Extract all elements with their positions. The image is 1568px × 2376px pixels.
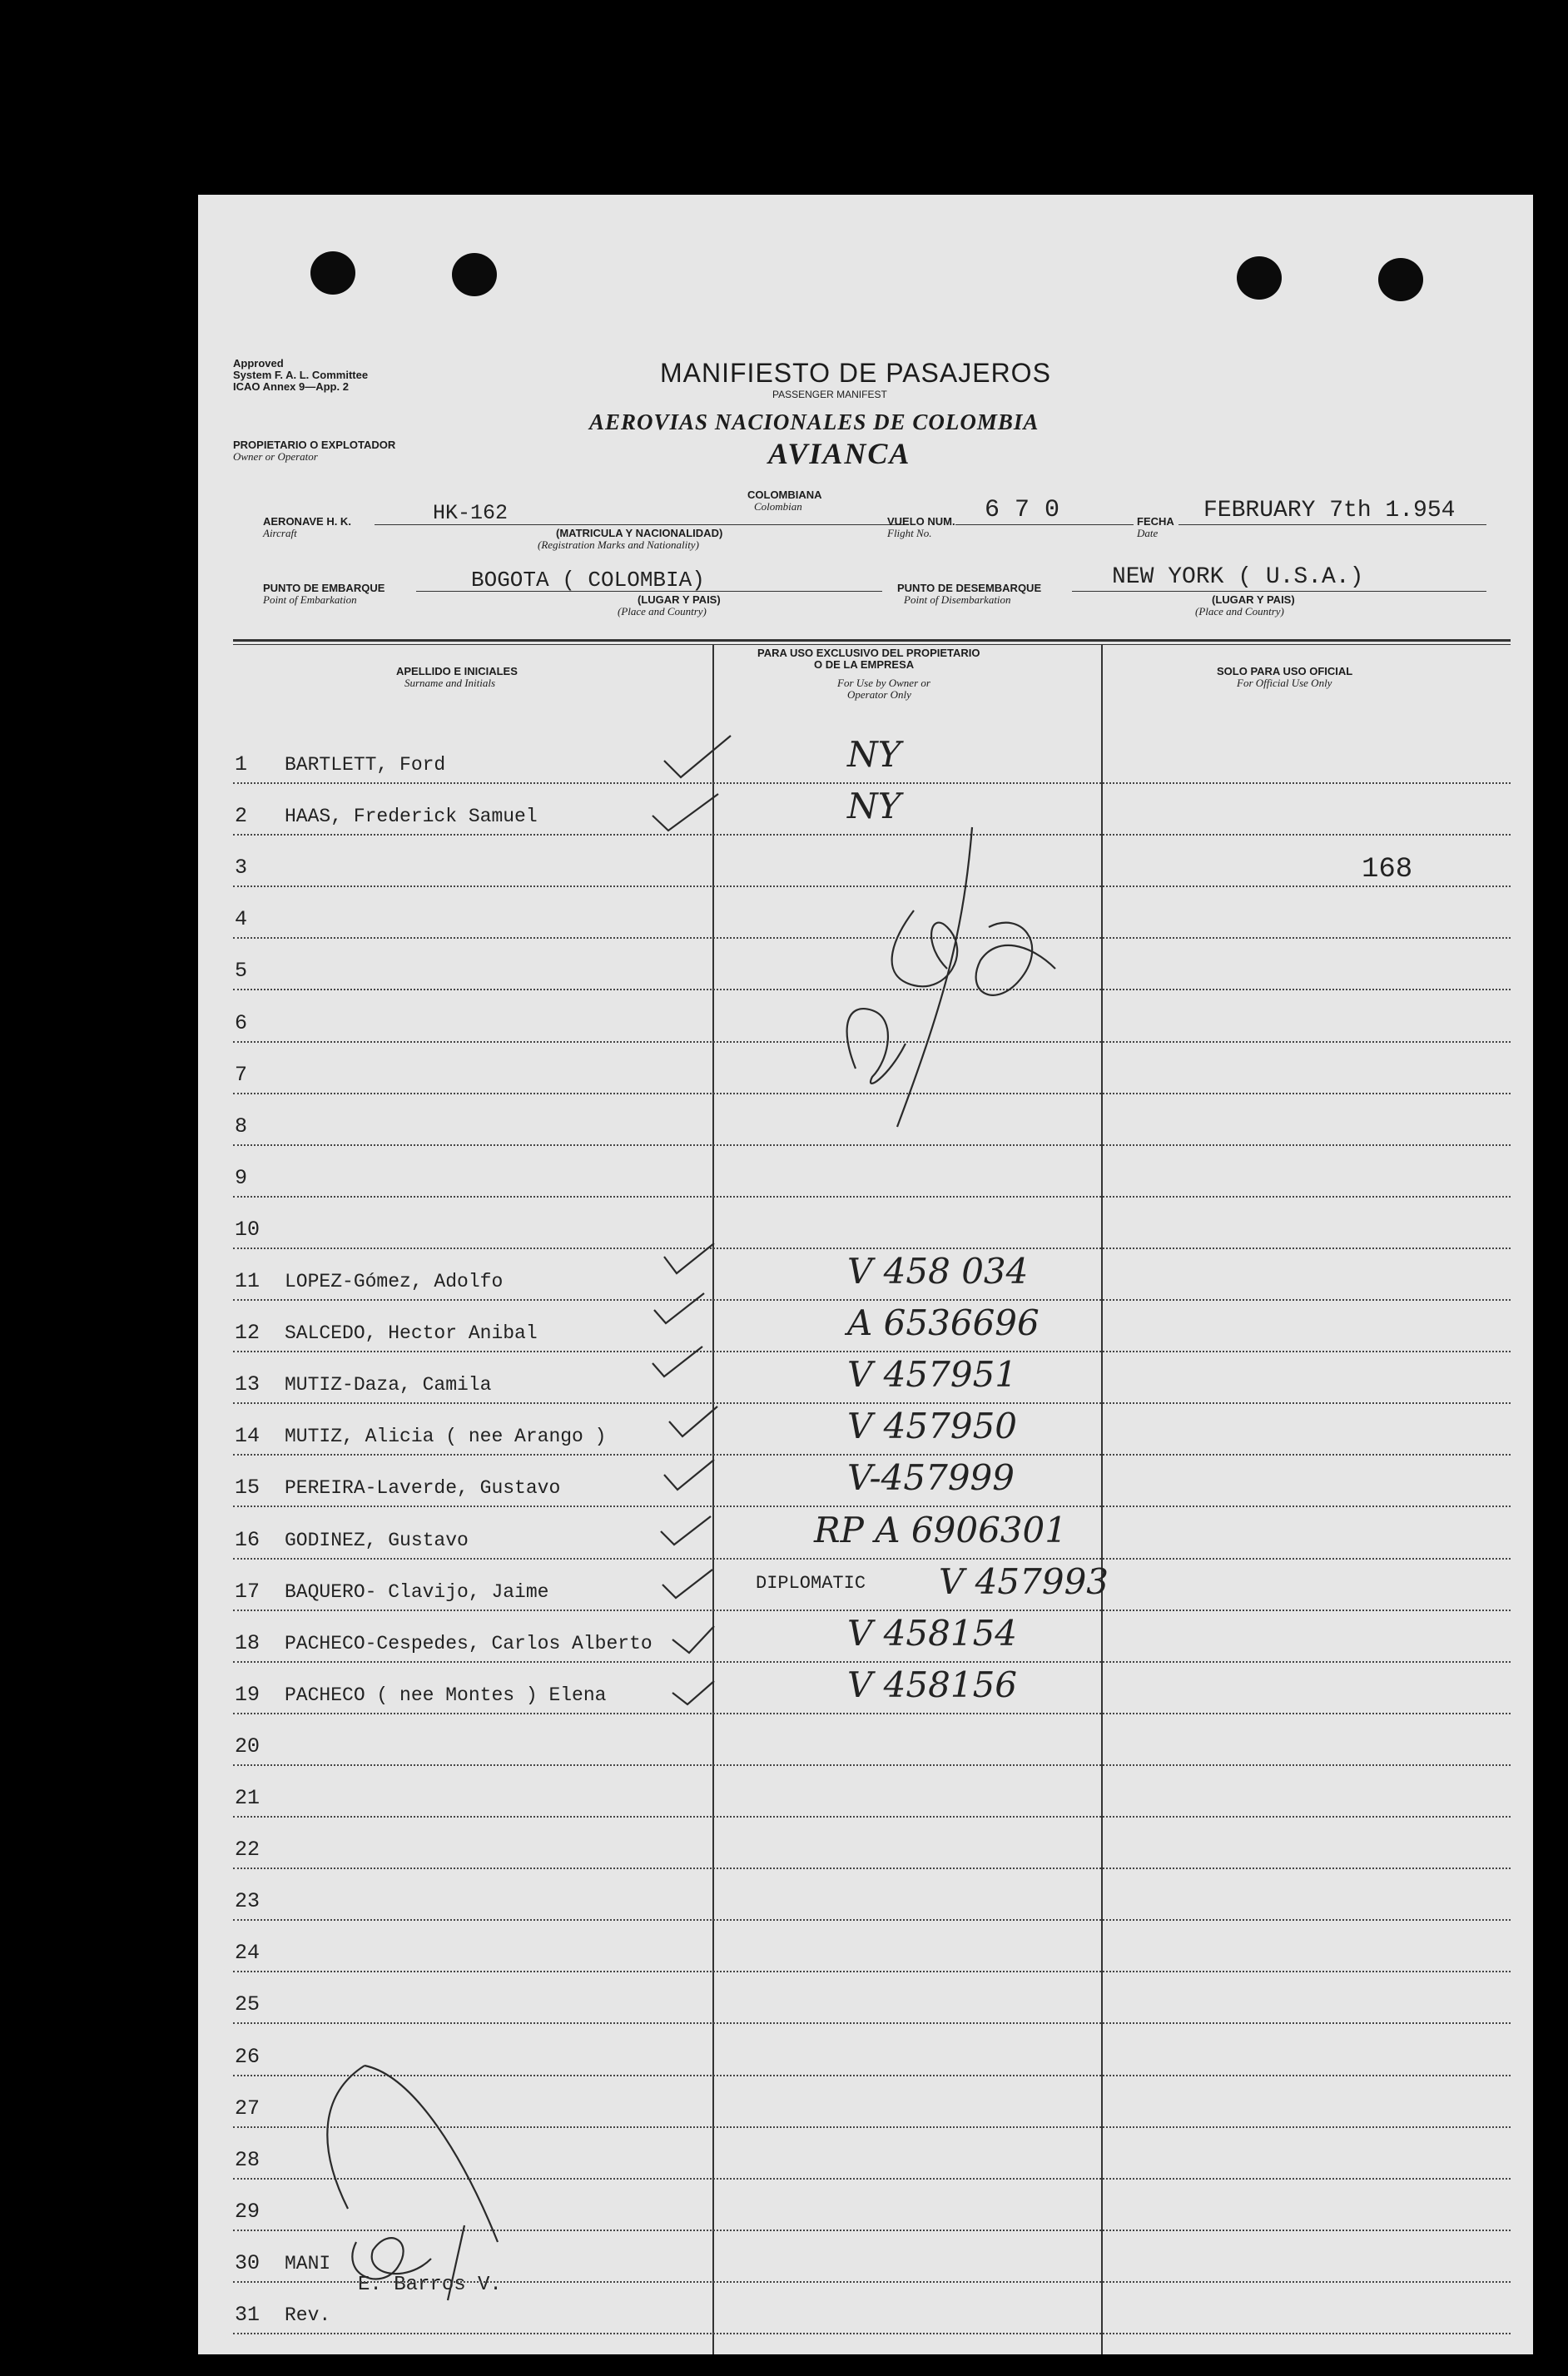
form-title: MANIFIESTO DE PASAJEROS — [660, 358, 1051, 388]
signature-scribble — [352, 2238, 431, 2279]
flight-label-en: Flight No. — [887, 527, 932, 539]
initials-scribble — [847, 1009, 906, 1084]
col-owner-header-en-2: Operator Only — [847, 688, 911, 701]
flight-label: VUELO NUM. — [887, 515, 955, 528]
check-mark — [661, 1516, 711, 1545]
check-mark — [669, 1406, 717, 1436]
aircraft-label: AERONAVE H. K. — [263, 515, 351, 528]
col-surname-header-en: Surname and Initials — [404, 677, 496, 689]
col-owner-header-en: For Use by Owner or — [837, 677, 930, 689]
owner-use-entry: RP A 6906301 — [814, 1509, 1067, 1550]
row-number: 24 — [235, 1941, 261, 1966]
owner-use-entry: A 6536696 — [847, 1302, 1040, 1344]
col-owner-header-2: O DE LA EMPRESA — [814, 658, 915, 671]
row-number: 7 — [235, 1062, 248, 1087]
passenger-name: PACHECO-Cespedes, Carlos Alberto — [285, 1632, 653, 1654]
disembark-label: PUNTO DE DESEMBARQUE — [897, 582, 1042, 594]
owner-use-entry: V 457993 — [939, 1560, 1109, 1602]
row-number: 19 — [235, 1682, 261, 1707]
passenger-name: LOPEZ-Gómez, Adolfo — [285, 1271, 504, 1292]
check-mark — [662, 1570, 712, 1598]
embark-place-label: (LUGAR Y PAIS) — [638, 593, 721, 606]
matricula-label: (MATRICULA Y NACIONALIDAD) — [556, 527, 723, 539]
check-mark — [672, 1681, 714, 1704]
form-title-en: PASSENGER MANIFEST — [772, 389, 887, 400]
manifest-page — [198, 195, 1533, 2354]
col-official-header: SOLO PARA USO OFICIAL — [1217, 665, 1353, 677]
disembark-place-label: (LUGAR Y PAIS) — [1212, 593, 1295, 606]
owner-use-entry: V 458156 — [847, 1664, 1018, 1705]
signature-scribble — [365, 2066, 498, 2242]
owner-label: PROPIETARIO O EXPLOTADOR — [233, 439, 396, 451]
initials-scribble — [897, 827, 972, 1127]
col-official-header-en: For Official Use Only — [1237, 677, 1332, 689]
passenger-name: MUTIZ-Daza, Camila — [285, 1374, 492, 1396]
aircraft-value: HK-162 — [433, 501, 509, 525]
row-number: 11 — [235, 1269, 261, 1293]
approved-label: Approved — [233, 357, 284, 370]
row-number: 16 — [235, 1527, 261, 1552]
owner-use-entry: V 457950 — [847, 1406, 1018, 1447]
owner-label-en: Owner or Operator — [233, 450, 318, 463]
initials-scribble — [976, 923, 1055, 995]
owner-use-entry: NY — [847, 734, 901, 775]
row-number: 21 — [235, 1786, 261, 1810]
row-number: 23 — [235, 1889, 261, 1914]
row-number: 12 — [235, 1321, 261, 1346]
row-number: 15 — [235, 1476, 261, 1501]
row-number: 5 — [235, 959, 248, 984]
row-number: 30 — [235, 2250, 261, 2275]
embark-label: PUNTO DE EMBARQUE — [263, 582, 385, 594]
owner-use-entry: V 457951 — [847, 1354, 1018, 1396]
row-number: 26 — [235, 2044, 261, 2069]
check-mark — [653, 1347, 702, 1376]
official-note: 168 — [1362, 854, 1413, 885]
row-number: 3 — [235, 856, 248, 880]
col-owner-header: PARA USO EXCLUSIVO DEL PROPIETARIO — [757, 647, 980, 659]
flight-value: 6 7 0 — [985, 496, 1060, 524]
row-number: 4 — [235, 907, 248, 932]
passenger-name: Rev. — [285, 2304, 331, 2326]
passenger-name: BARTLETT, Ford — [285, 754, 446, 776]
owner-use-entry: V 458154 — [847, 1612, 1018, 1654]
row-number: 29 — [235, 2199, 261, 2224]
date-label-en: Date — [1137, 527, 1159, 539]
check-mark — [664, 736, 731, 777]
date-value: FEBRUARY 7th 1.954 — [1203, 498, 1456, 523]
colombiana-label-en: Colombian — [754, 500, 802, 513]
row-number: 27 — [235, 2096, 261, 2121]
check-mark — [664, 1243, 714, 1273]
signer-name: E. Barros V. — [358, 2274, 502, 2296]
passenger-name: MANI — [285, 2252, 331, 2274]
row-number: 2 — [235, 804, 248, 829]
check-mark — [672, 1626, 714, 1653]
passenger-name: HAAS, Frederick Samuel — [285, 806, 538, 828]
row-number: 8 — [235, 1114, 248, 1138]
embark-label-en: Point of Embarkation — [263, 593, 357, 606]
matricula-label-en: (Registration Marks and Nationality) — [538, 538, 699, 551]
aircraft-label-en: Aircraft — [263, 527, 297, 539]
embark-value: BOGOTA ( COLOMBIA) — [471, 568, 705, 593]
colombiana-label: COLOMBIANA — [747, 489, 822, 501]
row-number: 6 — [235, 1010, 248, 1035]
row-number: 31 — [235, 2303, 261, 2327]
passenger-name: GODINEZ, Gustavo — [285, 1529, 469, 1551]
passenger-name: MUTIZ, Alicia ( nee Arango ) — [285, 1426, 607, 1448]
passenger-name: PEREIRA-Laverde, Gustavo — [285, 1477, 561, 1500]
row-number: 25 — [235, 1992, 261, 2017]
row-number: 22 — [235, 1838, 261, 1863]
date-label: FECHA — [1137, 515, 1174, 528]
check-mark — [664, 1460, 714, 1490]
row-number: 10 — [235, 1217, 261, 1242]
owner-use-entry: V 458 034 — [847, 1251, 1029, 1292]
col-surname-header: APELLIDO E INICIALES — [396, 665, 518, 677]
initials-scribble — [892, 910, 958, 986]
owner-use-entry: V-457999 — [847, 1457, 1015, 1499]
row-number: 9 — [235, 1165, 248, 1190]
row-number: 18 — [235, 1630, 261, 1655]
passenger-name: BAQUERO- Clavijo, Jaime — [285, 1580, 549, 1603]
passenger-name: SALCEDO, Hector Anibal — [285, 1322, 538, 1345]
check-mark — [653, 794, 718, 831]
row-number: 28 — [235, 2147, 261, 2172]
approved-committee: System F. A. L. Committee — [233, 369, 369, 381]
owner-use-entry: NY — [847, 786, 901, 827]
disembark-label-en: Point of Disembarkation — [904, 593, 1011, 606]
disembark-place-label-en: (Place and Country) — [1195, 605, 1284, 618]
signature-scribble — [327, 2066, 365, 2209]
row-number: 20 — [235, 1734, 261, 1758]
approved-annex: ICAO Annex 9—App. 2 — [233, 380, 349, 393]
row-number: 1 — [235, 752, 248, 776]
passenger-name: PACHECO ( nee Montes ) Elena — [285, 1684, 607, 1706]
row-number: 17 — [235, 1579, 261, 1604]
embark-place-label-en: (Place and Country) — [618, 605, 707, 618]
row-number: 13 — [235, 1372, 261, 1397]
signature-scribble — [448, 2225, 464, 2300]
diplomatic-label: DIPLOMATIC — [756, 1573, 866, 1594]
disembark-value: NEW YORK ( U.S.A.) — [1112, 564, 1364, 590]
check-mark — [654, 1293, 704, 1323]
handwriting-overlay — [198, 195, 1533, 2354]
airline-short: AVIANCA — [768, 437, 911, 470]
row-number: 14 — [235, 1424, 261, 1449]
airline-name: AEROVIAS NACIONALES DE COLOMBIA — [589, 409, 1040, 434]
